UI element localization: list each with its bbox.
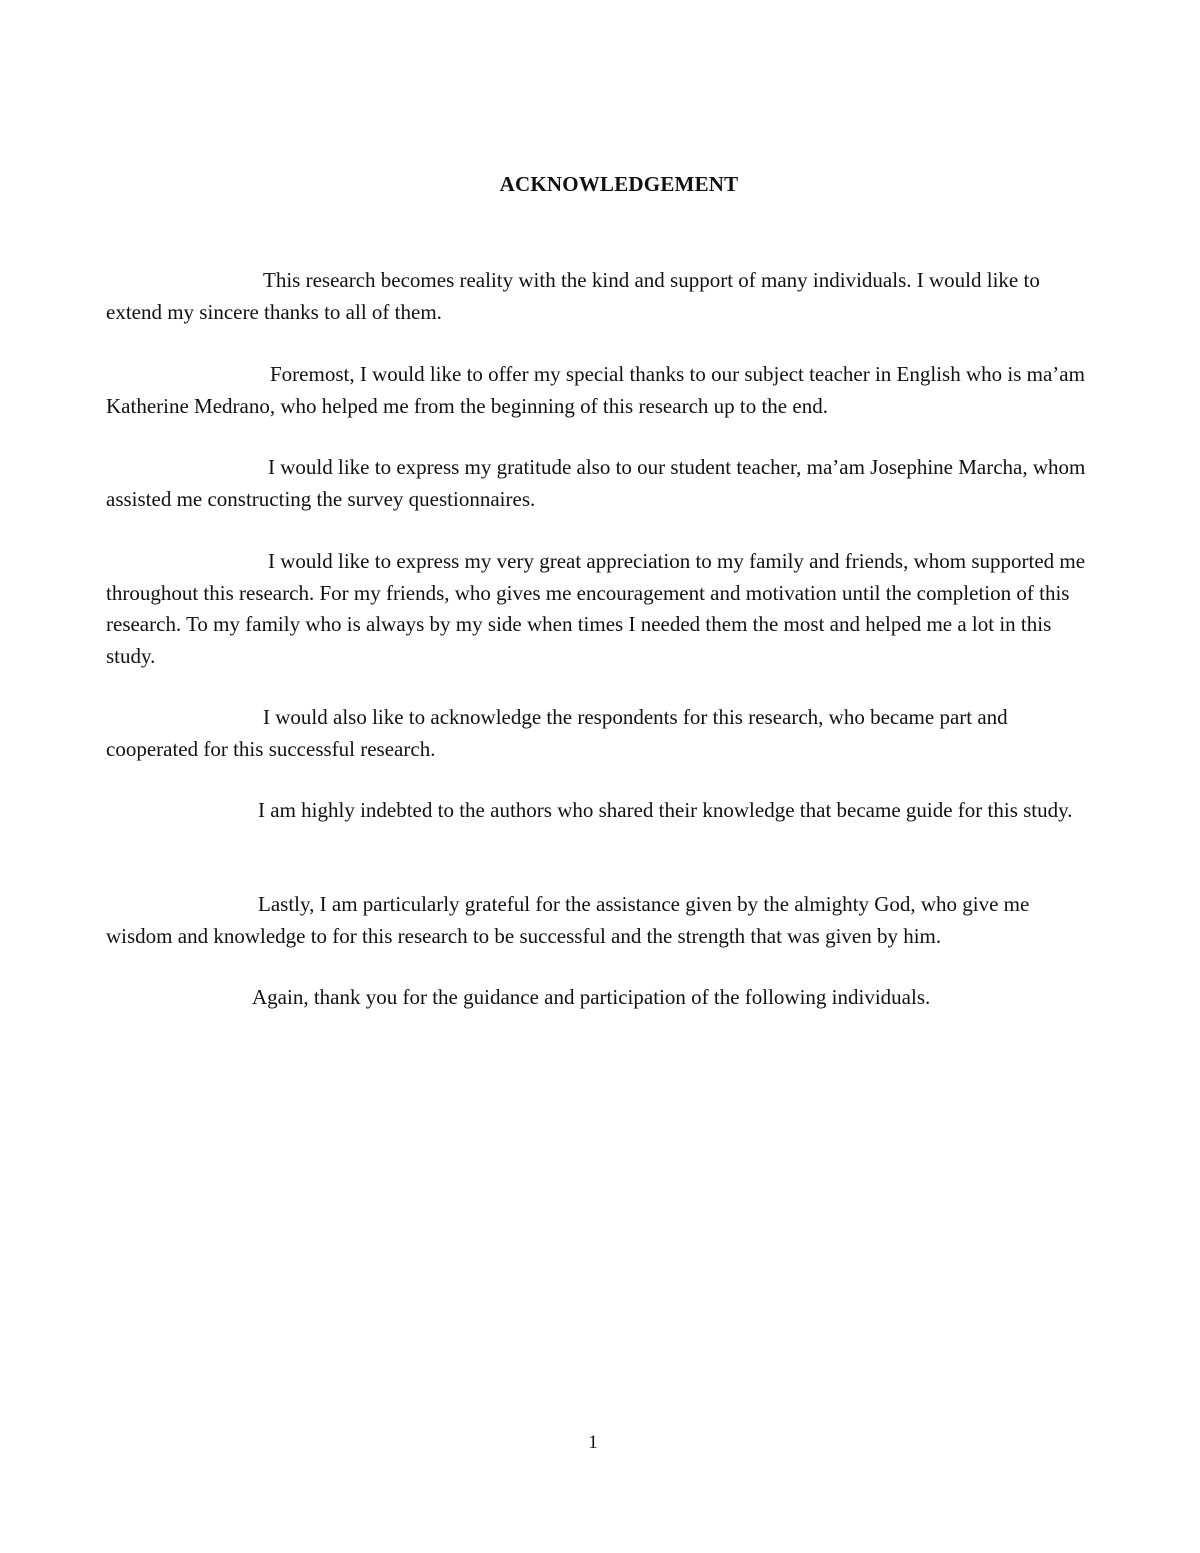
page-title: ACKNOWLEDGEMENT xyxy=(499,172,739,196)
paragraph-6-text: I am highly indebted to the authors who shared their knowledge that became guide for this study. xyxy=(258,798,1073,822)
paragraph-5 xyxy=(106,702,1096,765)
paragraph-1-text: This research becomes reality with the kind and support of many individuals. I would like to extend my sincere thanks to all of them. xyxy=(106,268,1040,324)
page-number: 1 xyxy=(588,1432,598,1453)
paragraph-3-text: I would like to express my gratitude also to our student teacher, ma’am Josephine Marcha, whom assisted me constructing the survey questionnaires. xyxy=(106,455,1086,511)
paragraph-4-text: I would like to express my very great appreciation to my family and friends, whom supported me throughout this research. For my friends, who gives me encouragement and motivation until the completion of this research. To my family who is always by my side when times I needed them the most and helped me a lot in this study. xyxy=(106,549,1086,668)
paragraph-6 xyxy=(106,795,1096,827)
paragraph-5-text: I would also like to acknowledge the respondents for this research, who became part and cooperated for this successful research. xyxy=(106,705,1008,761)
paragraph-2-text: Foremost, I would like to offer my special thanks to our subject teacher in English who is ma’am Katherine Medrano, who helped me from the beginning of this research up to the end. xyxy=(106,362,1085,418)
paragraph-1 xyxy=(106,265,1096,328)
paragraph-7 xyxy=(106,889,1096,952)
paragraph-3 xyxy=(106,452,1096,515)
paragraph-7-text: Lastly, I am particularly grateful for the assistance given by the almighty God, who give me wisdom and knowledge to for this research to be successful and the strength that was given by him. xyxy=(106,892,1030,948)
paragraph-8-text: Again, thank you for the guidance and participation of the following individuals. xyxy=(252,985,931,1009)
paragraph-8 xyxy=(106,982,1096,1014)
paragraph-2 xyxy=(106,359,1096,422)
paragraph-4 xyxy=(106,546,1096,672)
